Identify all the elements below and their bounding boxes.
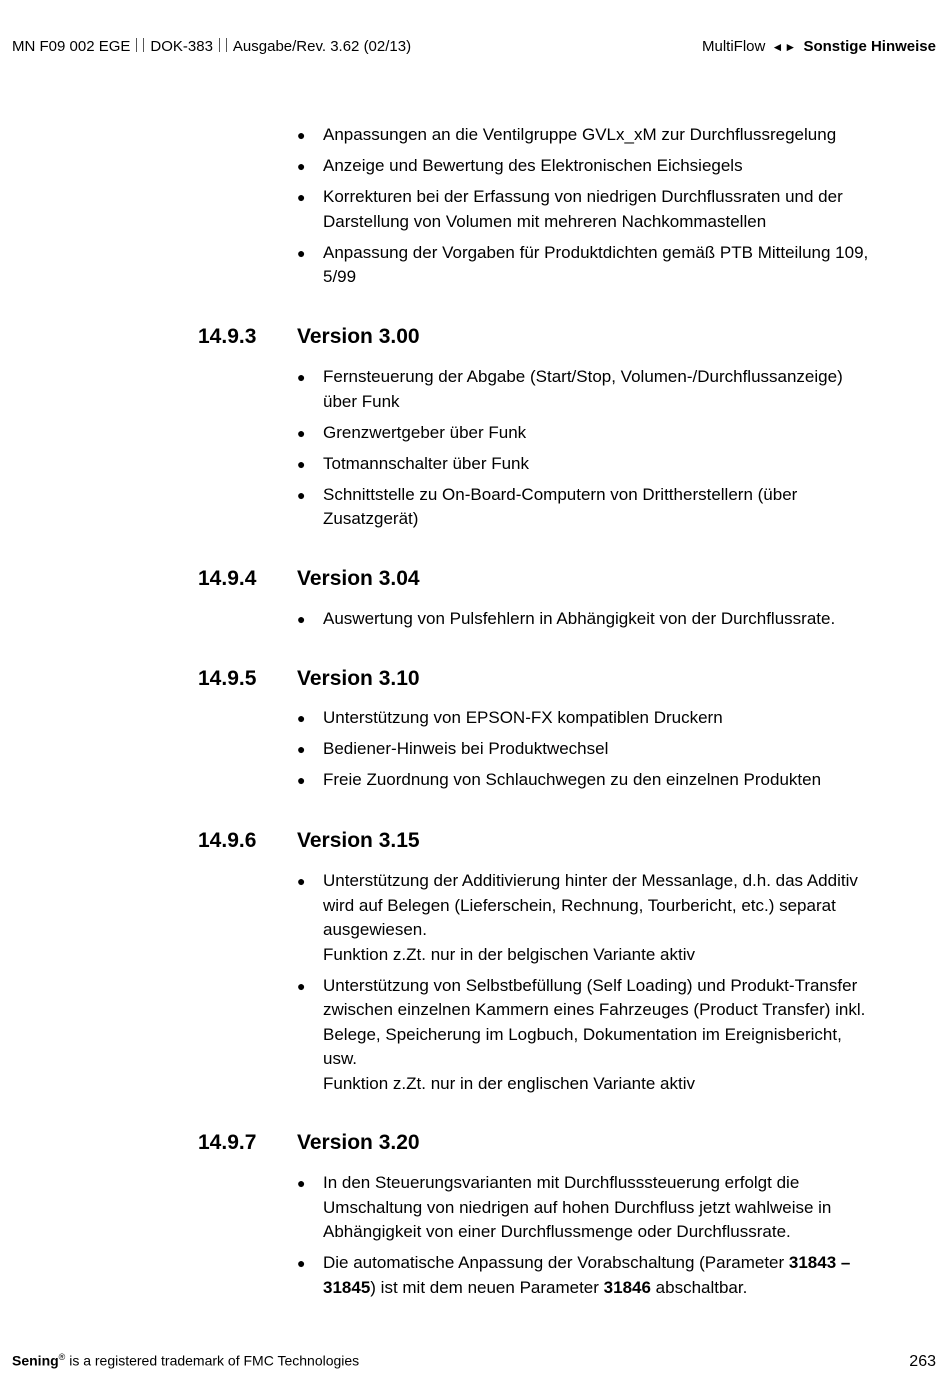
separator <box>219 38 227 52</box>
bullet-list <box>297 706 877 799</box>
bullet-icon: ● <box>297 1175 306 1191</box>
bullet-list <box>297 607 877 638</box>
section-heading <box>198 1131 420 1155</box>
bullet-icon: ● <box>297 977 306 994</box>
registered-mark: ® <box>58 1352 66 1362</box>
section-number: 14.9.6 <box>198 829 257 852</box>
bullet-icon: ● <box>297 127 306 143</box>
bullet-icon: ● <box>297 741 306 757</box>
page-footer <box>12 1352 936 1371</box>
list-item: ● In den Steuerungsvarianten mit Durchflusssteuerung erfolgt die Umschaltung von niedrigen auf hohen Durchfluss jetzt wahlweise in Abhängigkeit von einer Durchflussmenge oder Durchflussrate. <box>297 1173 832 1241</box>
bullet-icon: ● <box>297 486 306 503</box>
section-title: Version 3.10 <box>297 667 420 690</box>
list-item: ● Unterstützung von EPSON-FX kompatiblen Druckern <box>297 706 877 731</box>
section-title: Version 3.04 <box>297 567 420 590</box>
chapter-title: Sonstige Hinweise <box>803 38 936 55</box>
list-item: ● Anpassung der Vorgaben für Produktdichten gemäß PTB Mitteilung 109, 5/99 <box>297 242 869 286</box>
nav-arrows-icon: ◄► <box>771 40 798 54</box>
list-item: ● Die automatische Anpassung der Vorabschaltung (Parameter 31843 – 31845) ist mit dem neuen Parameter 31846 abschaltbar. <box>297 1253 851 1297</box>
section-title: Version 3.20 <box>297 1131 420 1154</box>
bullet-icon: ● <box>297 158 306 174</box>
list-item: ● Unterstützung von Selbstbefüllung (Self Loading) und Produkt-Transfer zwischen einzelnen Kammern eines Fahrzeuges (Product Transfer) inkl. Belege, Speicherung im Logbuch, Dokumentation im Ereignisbericht, usw. Funktion z.Zt. nur in der englischen Variante aktiv <box>297 975 866 1093</box>
bullet-icon: ● <box>297 189 306 205</box>
parameter-number: 31846 <box>603 1277 651 1297</box>
product-name: MultiFlow <box>702 38 766 55</box>
section-heading <box>198 829 420 853</box>
dok-number: DOK-383 <box>150 38 213 55</box>
list-item: ● Anpassungen an die Ventilgruppe GVLx_xM zur Durchflussregelung <box>297 123 877 148</box>
header-right <box>702 38 936 55</box>
bullet-icon: ● <box>297 369 306 385</box>
bullet-icon: ● <box>297 873 306 889</box>
separator <box>136 38 144 52</box>
bullet-icon: ● <box>297 611 306 627</box>
bullet-icon: ● <box>297 710 306 726</box>
section-number: 14.9.3 <box>198 325 257 348</box>
section-title: Version 3.00 <box>297 325 420 348</box>
variant-note: Funktion z.Zt. nur in der englischen Variante aktiv <box>323 1073 695 1093</box>
list-item: ● Bediener-Hinweis bei Produktwechsel <box>297 737 877 762</box>
list-item: ● Anzeige und Bewertung des Elektronischen Eichsiegels <box>297 154 877 179</box>
list-item: ● Korrekturen bei der Erfassung von niedrigen Durchflussraten und der Darstellung von Volumen mit mehreren Nachkommastellen <box>297 187 843 231</box>
section-number: 14.9.4 <box>198 567 257 590</box>
bullet-list <box>297 869 877 1103</box>
list-item: ● Unterstützung der Additivierung hinter der Messanlage, d.h. das Additiv wird auf Belegen (Lieferschein, Rechnung, Tourbericht, etc.) separat ausgewiesen. Funktion z.Zt. nur in der belgischen Variante aktiv <box>297 871 858 964</box>
intro-bullet-list <box>297 123 877 296</box>
list-item: ● Freie Zuordnung von Schlauchwegen zu den einzelnen Produkten <box>297 768 877 793</box>
page-header <box>12 38 936 55</box>
parameter-range: 31843 – 31845 <box>323 1253 851 1297</box>
section-number: 14.9.7 <box>198 1131 257 1154</box>
bullet-icon: ● <box>297 772 306 788</box>
list-item: ● Auswertung von Pulsfehlern in Abhängigkeit von der Durchflussrate. <box>297 607 877 632</box>
section-heading <box>198 325 420 349</box>
bullet-icon: ● <box>297 455 306 472</box>
brand-name: Sening <box>12 1352 59 1369</box>
header-left <box>12 38 411 55</box>
section-title: Version 3.15 <box>297 829 420 852</box>
section-number: 14.9.5 <box>198 667 257 690</box>
page-number: 263 <box>909 1352 936 1370</box>
bullet-list <box>297 1171 877 1307</box>
bullet-icon: ● <box>297 424 306 441</box>
list-item: ● Fernsteuerung der Abgabe (Start/Stop, Volumen-/Durchflussanzeige) über Funk <box>297 367 843 411</box>
list-item: ● Totmannschalter über Funk <box>297 452 877 477</box>
bullet-icon: ● <box>297 244 306 261</box>
trademark-notice: Sening® is a registered trademark of FMC Technologies <box>12 1352 360 1369</box>
bullet-icon: ● <box>297 1255 306 1271</box>
section-heading <box>198 567 420 591</box>
revision: Ausgabe/Rev. 3.62 (02/13) <box>232 38 412 55</box>
section-heading <box>198 667 420 691</box>
doc-id: MN F09 002 EGE <box>12 38 131 55</box>
list-item: ● Grenzwertgeber über Funk <box>297 421 877 446</box>
bullet-list <box>297 365 877 538</box>
variant-note: Funktion z.Zt. nur in der belgischen Variante aktiv <box>323 944 695 964</box>
list-item: ● Schnittstelle zu On-Board-Computern von Drittherstellern (über Zusatzgerät) <box>297 484 798 528</box>
